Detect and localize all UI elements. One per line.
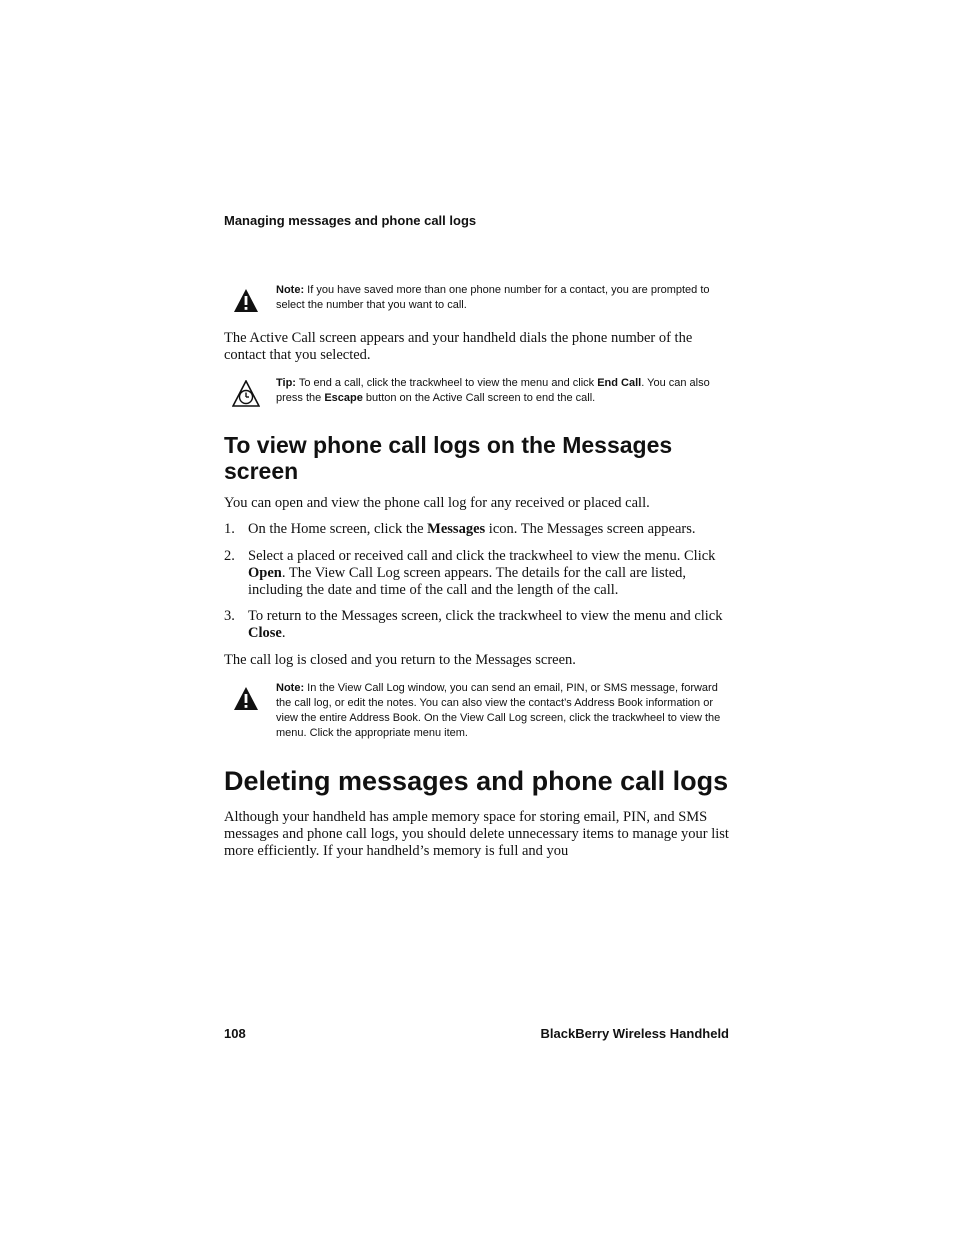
step-text: To return to the Messages screen, click the trackwheel to view the menu and click xyxy=(248,608,723,624)
step-number: 2. xyxy=(224,548,235,564)
tip-end-call: End Call xyxy=(597,377,642,389)
step-text: icon. The Messages screen appears. xyxy=(485,521,696,537)
step-text: On the Home screen, click the xyxy=(248,521,428,537)
step-number: 1. xyxy=(224,521,235,537)
step-text: Select a placed or received call and click the trackwheel to view the menu. Click xyxy=(248,548,716,564)
tip-text: To end a call, click the trackwheel to view the menu and click xyxy=(295,377,598,389)
step-bold: Close xyxy=(248,625,282,641)
chapter-heading: Deleting messages and phone call logs xyxy=(224,766,729,796)
step-item xyxy=(224,608,729,642)
tip-label: Tip: xyxy=(276,377,296,389)
page-number: 108 xyxy=(224,1026,246,1041)
step-bold: Open xyxy=(248,565,282,581)
book-title: BlackBerry Wireless Handheld xyxy=(540,1026,729,1041)
running-header: Managing messages and phone call logs xyxy=(224,213,477,228)
section-heading: To view phone call logs on the Messages screen xyxy=(224,432,673,484)
tip-escape: Escape xyxy=(324,392,363,404)
step-item xyxy=(224,521,729,538)
tip-callout xyxy=(224,376,734,406)
body-paragraph: Although your handheld has ample memory space for storing email, PIN, and SMS messages and phone call logs, you should delete unnecessary items to manage your list more efficiently. If your handheld’s memory is full and you xyxy=(224,809,729,859)
note-label: Note: xyxy=(276,682,305,694)
note-text: In the View Call Log window, you can send an email, PIN, or SMS message, forward the call log, or edit the notes. You can also view the contact’s Address Book information or view the entire Address Book. On the View Call Log screen, click the trackwheel to view the menu. Click the appropriate menu item. xyxy=(276,682,721,739)
body-paragraph: The Active Call screen appears and your handheld dials the phone number of the contact that you selected. xyxy=(224,330,693,363)
tip-clock-icon xyxy=(232,380,260,408)
step-item xyxy=(224,548,729,599)
tip-text: . You can also press the xyxy=(276,377,710,404)
section-intro: You can open and view the phone call log for any received or placed call. xyxy=(224,495,650,511)
step-text: . xyxy=(281,625,286,641)
warning-icon xyxy=(232,287,260,315)
note-callout xyxy=(224,681,734,741)
step-text: . The View Call Log screen appears. The details for the call are listed, including the date and time of the call and the length of the call. xyxy=(248,565,687,598)
note-label: Note: xyxy=(276,284,305,296)
step-number: 3. xyxy=(224,608,235,624)
note-text: If you have saved more than one phone number for a contact, you are prompted to select the number that you want to call. xyxy=(276,284,710,311)
step-bold: Messages xyxy=(427,521,486,537)
section-outro: The call log is closed and you return to the Messages screen. xyxy=(224,652,576,668)
note-callout xyxy=(224,283,734,313)
warning-icon xyxy=(232,685,260,713)
tip-text: button on the Active Call screen to end the call. xyxy=(362,392,596,404)
